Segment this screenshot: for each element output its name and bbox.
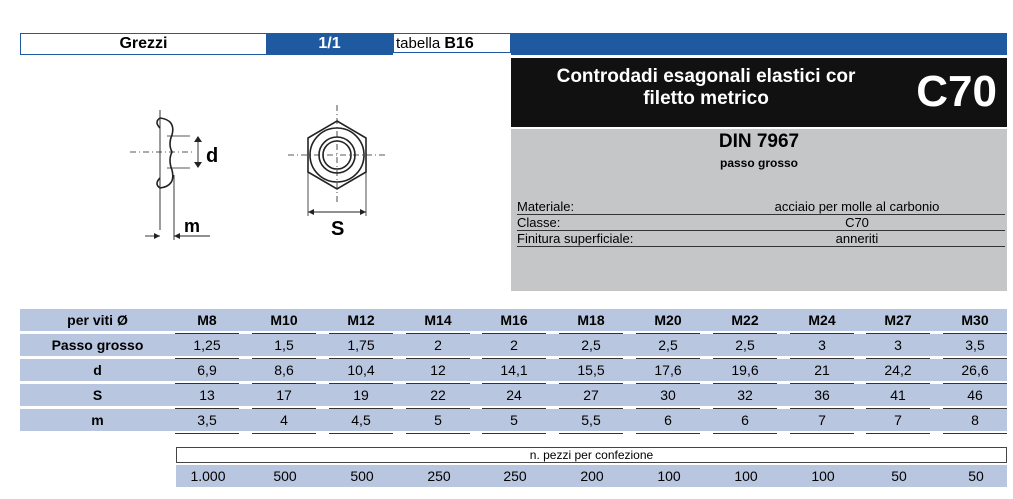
table-cell: M12 (329, 309, 393, 331)
table-cell: 3 (866, 334, 930, 356)
title-block (511, 58, 1007, 127)
row-label: S (92, 387, 103, 403)
table-cell: 24 (482, 384, 546, 406)
label-s: S (331, 218, 345, 240)
pieces-cell: 250 (503, 468, 527, 484)
ratio-label: 1/1 (266, 33, 393, 55)
title-line-2: filetto metrico (643, 88, 769, 109)
table-cell: 32 (713, 384, 777, 406)
pieces-cell: 500 (350, 468, 374, 484)
table-cell: 1,5 (252, 334, 316, 356)
table-cell: 3,5 (943, 334, 1007, 356)
table-cell: 41 (866, 384, 930, 406)
category-label: Grezzi (119, 35, 168, 52)
table-cell: 19 (329, 384, 393, 406)
table-cell: 5 (482, 409, 546, 431)
table-row (20, 409, 1007, 431)
table-cell: M30 (943, 309, 1007, 331)
table-cell: 2,5 (559, 334, 623, 356)
pieces-row (176, 465, 1007, 487)
table-cell: M18 (559, 309, 623, 331)
table-cell: 14,1 (482, 359, 546, 381)
table-cell: 24,2 (866, 359, 930, 381)
table-cell: M27 (866, 309, 930, 331)
table-cell: 4 (252, 409, 316, 431)
table-row (20, 384, 1007, 406)
table-cell: 36 (790, 384, 854, 406)
table-cell: 7 (866, 409, 930, 431)
table-header-row (20, 309, 1007, 331)
title-line-1: Controdadi esagonali elastici cor (556, 66, 856, 87)
table-cell: 6,9 (175, 359, 239, 381)
nut-drawing (120, 100, 400, 260)
table-cell: 26,6 (943, 359, 1007, 381)
table-cell: 3,5 (175, 409, 239, 431)
pieces-cell: 500 (273, 468, 297, 484)
pieces-cell: 100 (657, 468, 681, 484)
pieces-cell: 100 (734, 468, 758, 484)
info-value: acciaio per molle al carbonio (774, 199, 940, 214)
table-cell: 12 (406, 359, 470, 381)
row-label: Passo grosso (51, 337, 144, 353)
table-cell: 17,6 (636, 359, 700, 381)
pieces-cell: 1.000 (190, 468, 226, 484)
info-block (511, 129, 1007, 291)
table-cell: 17 (252, 384, 316, 406)
table-cell: 6 (636, 409, 700, 431)
table-row (20, 359, 1007, 381)
header-strip (20, 33, 1007, 55)
label-m: m (184, 216, 201, 236)
table-prefix: tabella (396, 35, 441, 52)
product-title (511, 66, 901, 110)
pieces-cell: 250 (427, 468, 451, 484)
front-view-drawing (288, 105, 385, 216)
table-cell: 13 (175, 384, 239, 406)
table-cell: 5 (406, 409, 470, 431)
table-cell: 10,4 (329, 359, 393, 381)
table-cell: M10 (252, 309, 316, 331)
row-label: d (93, 362, 102, 378)
pieces-cell: 100 (811, 468, 835, 484)
table-cell: 2 (406, 334, 470, 356)
row-label: m (91, 412, 104, 428)
table-cell: 30 (636, 384, 700, 406)
table-cell: 19,6 (713, 359, 777, 381)
table-cell: M20 (636, 309, 700, 331)
table-cell: M16 (482, 309, 546, 331)
table-cell: 3 (790, 334, 854, 356)
row-label: per viti Ø (67, 312, 128, 328)
info-key: Classe: (517, 215, 561, 230)
standard-label: DIN 7967 (718, 131, 800, 152)
table-cell: M22 (713, 309, 777, 331)
table-cell: 22 (406, 384, 470, 406)
info-value: anneriti (835, 231, 879, 246)
table-cell: 5,5 (559, 409, 623, 431)
label-d: d (206, 145, 219, 167)
info-value: C70 (845, 215, 869, 230)
table-cell: 27 (559, 384, 623, 406)
table-cell: 21 (790, 359, 854, 381)
table-cell: 1,25 (175, 334, 239, 356)
table-cell: M24 (790, 309, 854, 331)
info-key: Materiale: (517, 199, 575, 214)
thread-label: passo grosso (719, 156, 799, 170)
table-cell: 8,6 (252, 359, 316, 381)
pieces-cell: 50 (968, 468, 984, 484)
pieces-cell: 200 (580, 468, 604, 484)
table-cell: M8 (175, 309, 239, 331)
table-cell: 15,5 (559, 359, 623, 381)
table-cell: 2 (482, 334, 546, 356)
table-cell: 2,5 (713, 334, 777, 356)
info-row-material (517, 199, 1005, 215)
table-cell: 1,75 (329, 334, 393, 356)
info-key: Finitura superficiale: (517, 231, 634, 246)
table-cell: 7 (790, 409, 854, 431)
table-cell: 46 (943, 384, 1007, 406)
table-cell: 2,5 (636, 334, 700, 356)
table-cell: M14 (406, 309, 470, 331)
table-row (20, 334, 1007, 356)
category-box (20, 33, 267, 55)
info-row-finish (517, 231, 1005, 247)
info-row-class (517, 215, 1005, 231)
pieces-cell: 50 (891, 468, 907, 484)
product-code: C70 (916, 67, 997, 116)
table-cell: 6 (713, 409, 777, 431)
table-code: B16 (444, 35, 474, 52)
header-blue-bar (511, 33, 1007, 55)
pieces-label: n. pezzi per confezione (176, 447, 1007, 463)
table-cell: 4,5 (329, 409, 393, 431)
table-cell: 8 (943, 409, 1007, 431)
table-reference (393, 33, 511, 53)
